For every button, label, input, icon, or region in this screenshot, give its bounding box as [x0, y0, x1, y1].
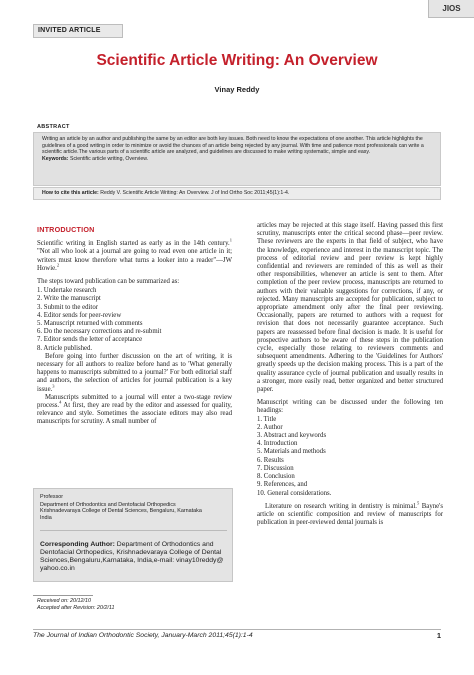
divider — [40, 530, 227, 531]
right-p3-cont: Bayne's article on scientific composition and review of manuscripts for publication in peer-reviewed dental journals is — [257, 502, 444, 527]
keywords-label: Keywords: — [42, 155, 69, 162]
list-item: 7. Discussion — [257, 464, 294, 472]
intro-paragraph-2 — [37, 353, 232, 394]
citation-sup: 1 — [229, 237, 232, 243]
corresponding-author-label: Corresponding Author: — [40, 541, 115, 549]
affiliation-label: Professor — [40, 494, 64, 500]
list-item: 8. Article published. — [37, 344, 93, 352]
steps-list — [37, 287, 232, 353]
corresponding-author — [40, 541, 227, 573]
list-item: 5. Materials and methods — [257, 448, 326, 456]
right-paragraph-2: Manuscript writing can be discussed under the following ten headings: — [257, 399, 443, 415]
author-name: Vinay Reddy — [214, 85, 260, 94]
intro-p1-text: Scientific writing in English started as early as in the 14th century. — [37, 240, 230, 248]
citation-sup: 2 — [56, 262, 60, 268]
left-column — [37, 226, 232, 427]
abstract-box — [33, 132, 441, 186]
citation-sup: 4 — [59, 399, 62, 405]
list-item: 2. Write the manuscript — [37, 295, 101, 303]
right-paragraph-1: articles may be rejected at this stage itself. Having passed this first scrutiny, manuscripts enter the critical second phase—peer review. These reviewers are the experts in that field of subject, who have the knowledge, experience and interest in the manuscript topic. The process of editorial review and peer review is kept highly confidential and reviewers are reminded of this as well as their other responsibilities, whenever an article is sent to them. After completion of the peer review process, manuscripts are returned to authors with their valuable suggestions for corrections, if any, or rejected. Many manuscripts are accepted for publication, subject to appropriate amendment only after the final peer reviewing. Occasionally, papers are returned to authors with a request for revision that does not necessarily guarantee acceptance. Such papers are reassessed before final decision is made. It is useful for prospective authors to be aware of these steps in the publication cycle, especially those relating to reviewers comments and subsequent amendments. Adhering to the 'Guidelines for Authors' greatly speeds up the decision making process. This is a part of the quality assurance cycle of journal publication and usually results in a stronger, more easily read, better organized and better structured paper. — [257, 222, 443, 394]
list-item: 3. Abstract and keywords — [257, 432, 327, 440]
keywords-text: Scientific article writing, Overview. — [69, 155, 149, 162]
list-item: 3. Submit to the editor — [37, 303, 98, 311]
intro-p2-text: Before going into further discussion on the art of writing, it is necessary for all authors to realize before hand as to 'What generally happens to manuscripts submitted to a journal?' For both editorial staff and authors, the selection of articles for journal publication is a key issue. — [37, 352, 232, 393]
divider — [33, 595, 93, 596]
list-item: 8. Conclusion — [257, 473, 295, 481]
how-to-cite-text: Reddy V. Scientific Article Writing: An Overview. J of Ind Ortho Soc 2011;45(1):1-4. — [100, 190, 290, 196]
affiliation-line: Department of Orthodontics and Dentofacial Orthopedics — [40, 501, 176, 508]
footer-journal: The Journal of Indian Orthodontic Society, January-March 2011;45(1):1-4 — [33, 632, 253, 639]
page-number: 1 — [436, 631, 441, 640]
citation-sup: 3 — [52, 383, 55, 389]
affiliation-line: Krishnadevaraya College of Dental Sciences, Bengaluru, Karnataka — [40, 508, 202, 515]
list-item: 1. Title — [257, 415, 277, 423]
list-item: 6. Results — [257, 456, 284, 464]
keywords-line — [42, 156, 434, 163]
intro-p1-quote: "Not all who look at a journal are going to read even one article in it; writers must know therefore what turns a looker into a reader"—JW Howie. — [37, 248, 232, 272]
right-paragraph-3 — [257, 500, 444, 528]
intro-p3-cont: At first, they are read by the editor and assessed for quality, relevance and style. Sometimes the associate editors may also read manuscripts for scrutiny. A small number of — [37, 402, 232, 426]
how-to-cite-label: How to cite this article: — [42, 190, 99, 196]
intro-paragraph-3 — [37, 394, 232, 427]
affiliation-line: India — [40, 514, 52, 521]
steps-intro: The steps toward publication can be summarized as: — [37, 278, 180, 286]
list-item: 10. General considerations. — [257, 489, 332, 497]
dates — [37, 598, 115, 612]
list-item: 1. Undertake research — [37, 287, 97, 295]
right-p3-text: Literature on research writing in dentistry is minimal. — [265, 502, 417, 510]
list-item: 5. Manuscript returned with comments — [37, 320, 143, 328]
section-label: INVITED ARTICLE — [33, 24, 123, 38]
list-item: 7. Editor sends the letter of acceptance — [37, 336, 143, 344]
affiliation-box — [33, 488, 233, 582]
headings-list — [257, 416, 443, 498]
list-item: 2. Author — [257, 423, 283, 431]
list-item: 9. References, and — [257, 481, 308, 489]
abstract-text: Writing an article by an author and publishing the same by an editor are both key issues. Both need to know the expectations of one another. This article highlights the guidelines of a good writing in order to minimize or avoid the chances of an article being rejected by any journal. With time and patience most professionals can write a scientific article.The various parts of a scientific article are analyzed, and guidelines are discussed to make writing systematic, simple and easy. — [42, 136, 424, 156]
article-title: Scientific Article Writing: An Overview — [96, 52, 378, 69]
corresponding-author-text: Department of Orthodontics and Dentofacial Orthopedics, Krishnadevaraya College of Dental Sciences,Bengaluru,Karnataka, India,e-mail: vinay10reddy@ yahoo.co.in — [40, 541, 224, 573]
received-date: Received on: 20/12/10 — [37, 598, 91, 604]
footer-divider — [33, 629, 441, 630]
right-column — [257, 222, 443, 527]
accepted-date: Accepted after Revision: 20/2/11 — [37, 605, 115, 611]
list-item: 4. Editor sends for peer-review — [37, 311, 122, 319]
intro-p3-text: Manuscripts submitted to a journal will enter a two-stage review process. — [37, 393, 232, 410]
journal-tab: JIOS — [428, 0, 474, 18]
list-item: 4. Introduction — [257, 440, 298, 448]
citation-sup: 5 — [416, 500, 420, 506]
abstract-label: ABSTRACT — [37, 124, 70, 130]
list-item: 6. Do the necessary corrections and re-submit — [37, 328, 162, 336]
intro-paragraph-1 — [37, 237, 232, 273]
page-header — [0, 0, 474, 18]
introduction-heading: INTRODUCTION — [37, 225, 95, 234]
how-to-cite-box — [33, 187, 441, 200]
